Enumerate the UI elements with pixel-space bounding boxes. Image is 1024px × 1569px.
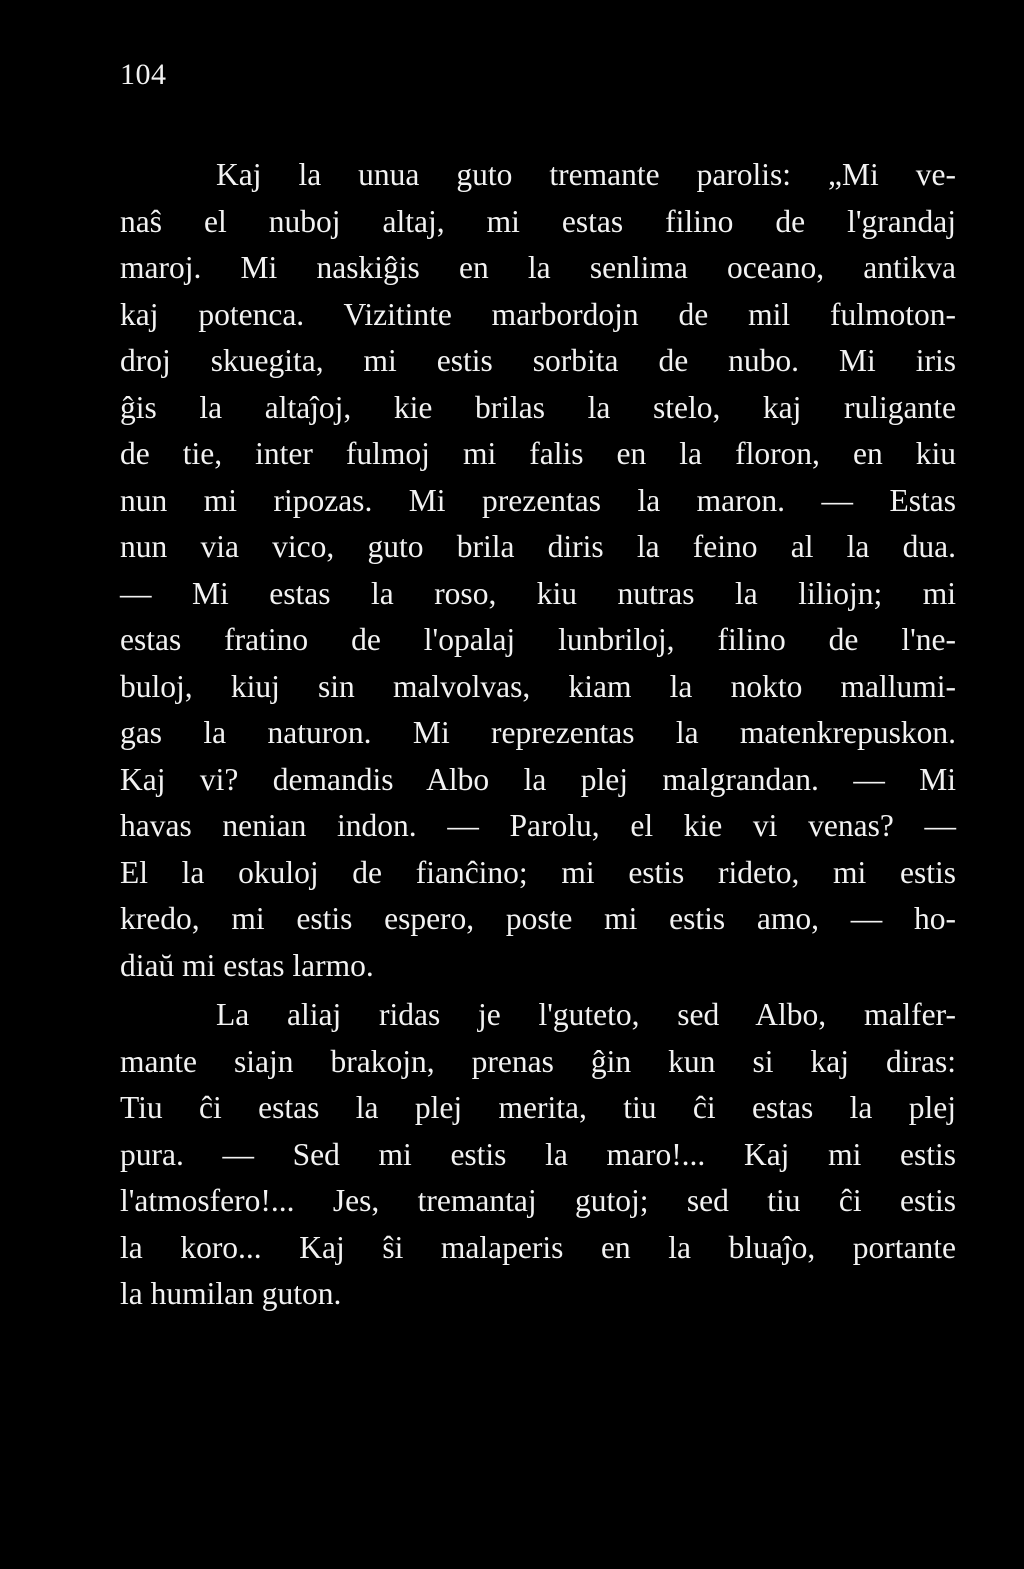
text-line: ĝis la altaĵoj, kie brilas la stelo, kaj ruligante [120, 389, 956, 425]
text-line: La aliaj ridas je l'guteto, sed Albo, malfer- [216, 997, 956, 1032]
text-line: maroj. Mi naskiĝis en la senlima oceano, antikva [120, 250, 956, 285]
text-line: la koro... Kaj ŝi malaperis en la bluaĵo, portante [120, 1229, 956, 1265]
text-line: droj skuegita, mi estis sorbita de nubo. Mi iris [120, 343, 956, 378]
text-line: gas la naturon. Mi reprezentas la matenkrepuskon. [120, 715, 956, 750]
text-line: l'atmosfero!... Jes, tremantaj gutoj; sed tiu ĉi estis [120, 1183, 956, 1218]
text-line: El la okuloj de fianĉino; mi estis rideto, mi estis [120, 854, 956, 890]
text-line: nun mi ripozas. Mi prezentas la maron. — Estas [120, 482, 956, 518]
text-line: havas nenian indon. — Parolu, el kie vi venas? — [120, 808, 956, 843]
text-line: naŝ el nuboj altaj, mi estas filino de l'grandaj [120, 203, 956, 239]
text-line: kredo, mi estis espero, poste mi estis amo, — ho- [120, 901, 956, 936]
text-line: la humilan guton. [120, 1276, 342, 1311]
page-number: 104 [120, 58, 167, 91]
text-line: — Mi estas la roso, kiu nutras la liliojn; mi [120, 575, 956, 611]
text-line: estas fratino de l'opalaj lunbriloj, filino de l'ne- [120, 622, 956, 657]
text-line: diaŭ mi estas larmo. [120, 947, 374, 983]
text-line: Kaj vi? demandis Albo la plej malgrandan. — Mi [120, 761, 956, 797]
text-line: de tie, inter fulmoj mi falis en la floron, en kiu [120, 436, 956, 471]
paragraph-1 [120, 152, 956, 989]
text-line: pura. — Sed mi estis la maro!... Kaj mi estis [120, 1136, 956, 1172]
text-line: buloj, kiuj sin malvolvas, kiam la nokto mallumi- [120, 668, 956, 704]
text-line: kaj potenca. Vizitinte marbordojn de mil fulmoton- [120, 296, 956, 332]
paragraph-2 [120, 992, 956, 1318]
text-line: Tiu ĉi estas la plej merita, tiu ĉi estas la plej [120, 1090, 956, 1125]
text-line: nun via vico, guto brila diris la feino al la dua. [120, 529, 956, 564]
text-line: mante siajn brakojn, prenas ĝin kun si kaj diras: [120, 1043, 956, 1079]
text-line: Kaj la unua guto tremante parolis: „Mi ve- [216, 157, 956, 192]
